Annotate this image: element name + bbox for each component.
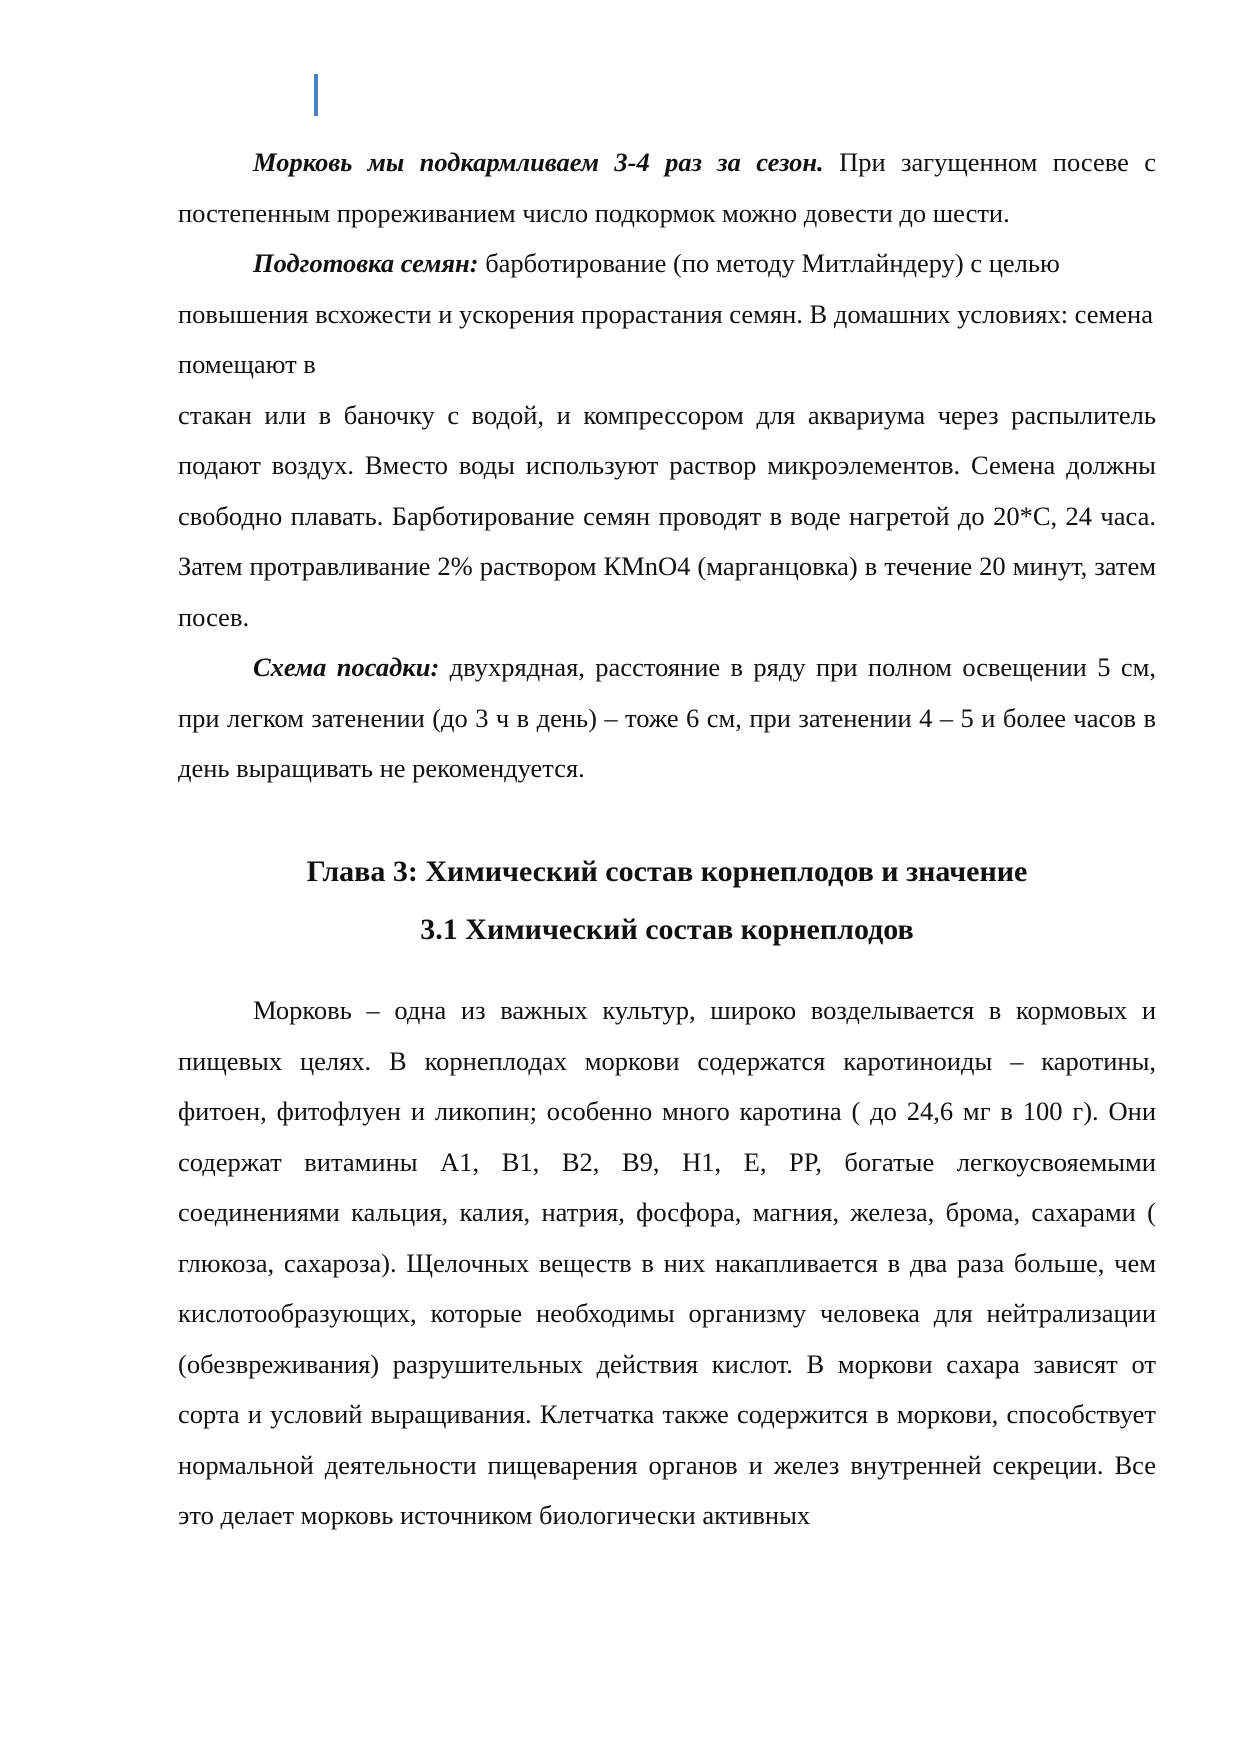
paragraph-seed-prep [178, 238, 1156, 390]
paragraph-lead: Морковь мы подкармливаем 3-4 раз за сезон. [253, 147, 824, 177]
paragraph-composition: Морковь – одна из важных культур, широко возделывается в кормовых и пищевых целях. В корнеплодах моркови содержатся каротиноиды – каротины, фитоен, фитофлуен и ликопин; особенно много каротина ( до 24,6 мг в 100 г). Они содержат витамины А1, В1, В2, В9, Н1, Е, РР, богатые легкоусвояемыми соединениями кальция, калия, натрия, фосфора, магния, железа, брома, сахарами ( глюкоза, сахароза). Щелочных веществ в них накапливается в два раза больше, чем кислотообразующих, которые необходимы организму человека для нейтрализации (обезвреживания) разрушительных действия кислот. В моркови сахара зависят от сорта и условий выращивания. Клетчатка также содержится в моркови, способствует нормальной деятельности пищеварения органов и желез внутренней секреции. Все это делает морковь источником биологически активных [178, 995, 1156, 1530]
paragraph-text: барботирование (по методу Митлайндеру) с целью повышения всхожести и ускорения прорастания семян. В домашних условиях: семена помещают в [178, 248, 1154, 379]
paragraph-bubbling [178, 390, 1156, 643]
chapter-title: Глава 3: Химический состав корнеплодов и значение [306, 855, 1028, 888]
paragraph-text: При загущенном посеве с постепенным прореживанием число подкормок можно довести до шести. [178, 147, 1156, 228]
paragraph-planting-scheme [178, 642, 1156, 794]
paragraph-lead: Подготовка семян: [253, 248, 479, 278]
section-title: 3.1 Химический состав корнеплодов [420, 913, 914, 946]
text-cursor [314, 74, 318, 116]
paragraph-feeding [178, 137, 1156, 238]
paragraph-text: стакан или в баночку с водой, и компрессором для аквариума через распылитель подают воздух. Вместо воды используют раствор микроэлементов. Семена должны свободно плавать. Барботирование семян проводят в воде нагретой до 20*С, 24 часа. Затем протравливание 2% раствором КМnO4 (марганцовка) в течение 20 минут, затем посев. [178, 399, 1156, 632]
paragraph-text: двухрядная, расстояние в ряду при полном освещении 5 см, при легком затенении (до 3 ч в день) – тоже 6 см, при затенении 4 – 5 и более часов в день выращивать не рекомендуется. [178, 652, 1157, 783]
intro-text-block [178, 137, 1156, 794]
section-text-block [178, 985, 1156, 1541]
paragraph-lead: Схема посадки: [253, 652, 440, 682]
